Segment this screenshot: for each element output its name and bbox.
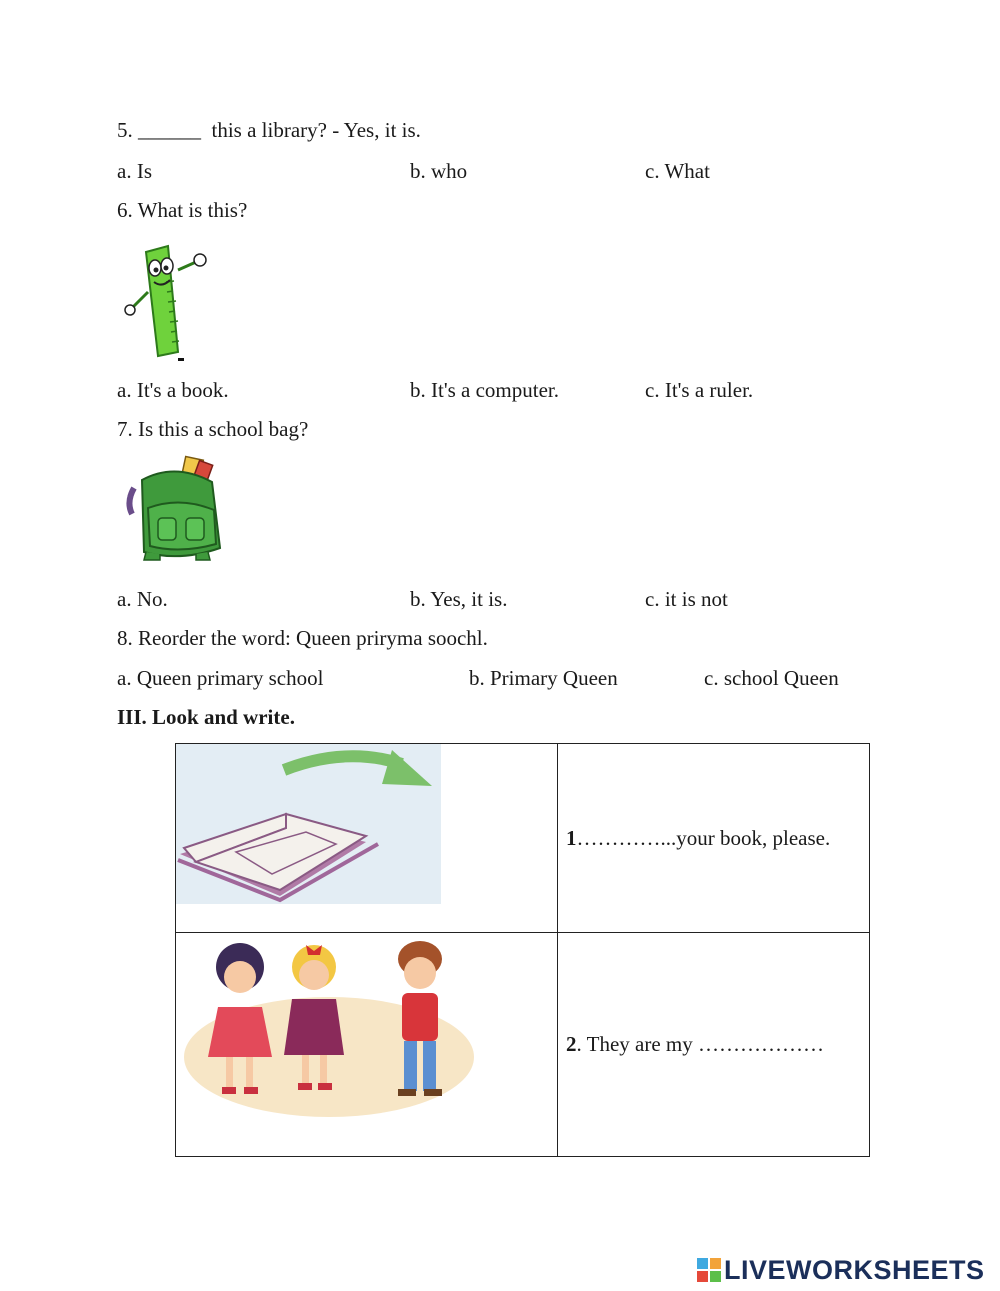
q8-option-a: a. Queen primary school (117, 666, 324, 690)
section-3-title: III. Look and write. (117, 705, 295, 729)
image-cell (176, 744, 558, 933)
q6-option-b: b. It's a computer. (410, 378, 559, 402)
row-2-text: . They are my ……………… (576, 1032, 824, 1056)
q6-option-c: c. It's a ruler. (645, 378, 754, 402)
brand-name: LIVEWORKSHEETS (724, 1254, 985, 1285)
answer-cell-2 (558, 933, 870, 1157)
answer-cell-1 (558, 744, 870, 933)
q8-option-c: c. school Queen (704, 666, 839, 690)
table-row (176, 933, 870, 1157)
row-2-number: 2 (566, 1032, 577, 1056)
row-1-number: 1 (566, 825, 577, 850)
question-8: 8. Reorder the word: Queen priryma soochl. (117, 626, 488, 650)
q7-option-b: b. Yes, it is. (410, 587, 508, 611)
question-7: 7. Is this a school bag? (117, 417, 309, 441)
logo-blocks-icon (697, 1258, 721, 1282)
school-bag-image (120, 452, 230, 569)
q5-option-c: c. What (645, 159, 710, 183)
image-cell (176, 933, 558, 1157)
q7-option-a: a. No. (117, 587, 168, 611)
q8-option-b: b. Primary Queen (469, 666, 618, 690)
liveworksheets-logo (697, 1255, 985, 1285)
question-5: 5. ______ this a library? - Yes, it is. (117, 118, 421, 142)
q5-option-a: a. Is (117, 159, 152, 183)
q7-option-c: c. it is not (645, 587, 728, 611)
question-6: 6. What is this? (117, 198, 248, 222)
three-children-image (184, 937, 474, 1127)
q5-option-b: b. who (410, 159, 468, 183)
open-book-image (176, 744, 441, 904)
look-and-write-table (175, 743, 870, 1157)
ruler-cartoon-image (118, 242, 218, 369)
table-row (176, 744, 870, 933)
q6-option-a: a. It's a book. (117, 378, 229, 402)
row-1-text: …………...your book, please. (576, 825, 831, 850)
